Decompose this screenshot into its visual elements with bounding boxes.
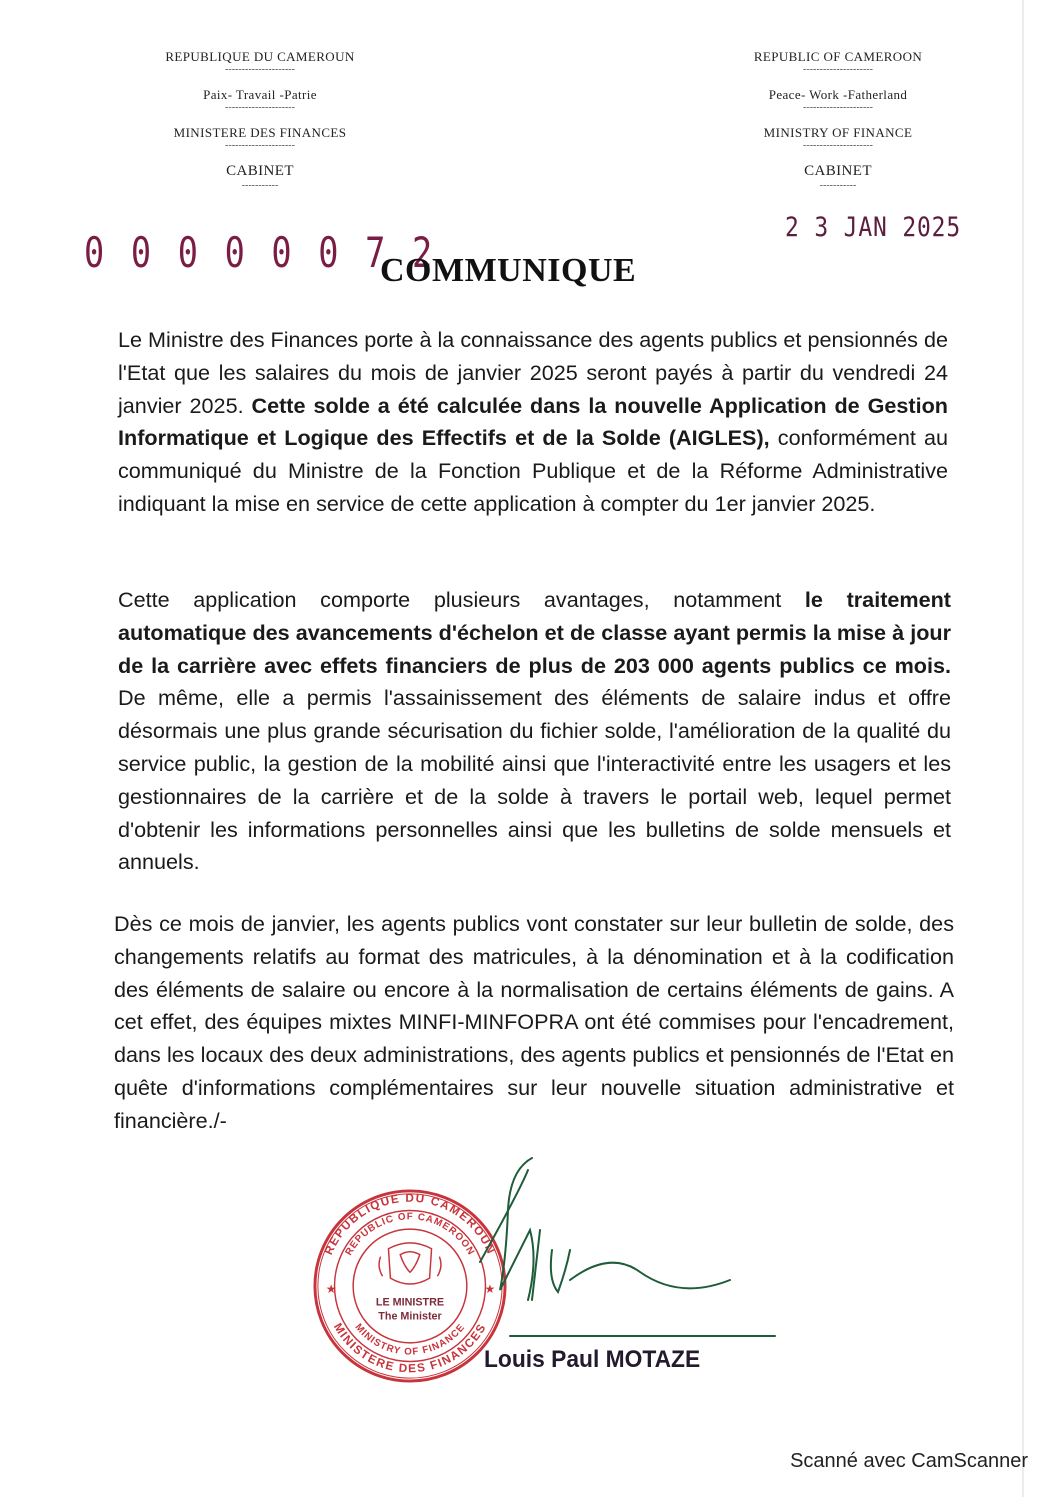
seal-inner-top-text: REPUBLIC OF CAMEROON [343, 1211, 477, 1258]
seal-star-icon: ★ [484, 1282, 496, 1296]
header-separator: --------------------- [803, 140, 873, 151]
handwritten-signature [470, 1150, 790, 1350]
header-separator: --------------------- [225, 102, 295, 113]
header-left-motto: Paix- Travail -Patrie [203, 87, 317, 102]
signatory-name: Louis Paul MOTAZE [484, 1346, 701, 1373]
header-separator: --------------------- [803, 102, 873, 113]
paragraph-2-text-end: De même, elle a permis l'assainissement des éléments de salaire indus et offre désormais une plus grande sécurisation du fichier solde, l'amélioration de la qualité du service public, la gestion de la mobilité ainsi que l'interactivité entre les usagers et les gestionnaires de la carrière et de la solde à travers le portail web, lequel permet d'obtenir les informations personnelles ainsi que les bulletins de solde mensuels et annuels. [118, 685, 951, 875]
header-separator: --------------------- [225, 140, 295, 151]
header-separator: ----------- [819, 180, 857, 191]
document-title: COMMUNIQUE [380, 252, 637, 289]
paragraph-1 [118, 324, 948, 521]
stamped-date: 2 3 JAN 2025 [785, 212, 962, 243]
reference-number: 0 0 0 0 0 0 7 2 [84, 228, 436, 277]
paragraph-1-text-end: conformément au communiqué du Ministre de la Fonction Publique et de la Réforme Administrative indiquant la mise en service de cette application à compter du 1er janvier 2025. [118, 425, 948, 516]
paragraph-1-bold: Cette solde a été calculée dans la nouvelle Application de Gestion Informatique et Logique des Effectifs et de la Solde (AIGLES), [118, 392, 948, 451]
coat-of-arms-icon [379, 1243, 441, 1284]
header-separator: ----------- [241, 180, 279, 191]
header-separator: --------------------- [225, 64, 295, 75]
paragraph-2-text: Cette application comporte plusieurs avantages, notamment [118, 587, 805, 612]
paragraph-1-text: Le Ministre des Finances porte à la connaissance des agents publics et pensionnés de l'Etat que les salaires du mois de janvier 2025 seront payés à partir du vendredi 24 janvier 2025. [118, 327, 948, 418]
header-separator: --------------------- [803, 64, 873, 75]
paragraph-2 [118, 584, 951, 879]
header-right-motto: Peace- Work -Fatherland [768, 87, 908, 102]
seal-star-icon: ★ [325, 1282, 337, 1296]
seal-center-fr: LE MINISTRE [375, 1296, 445, 1309]
scan-edge [1022, 0, 1024, 1497]
seal-inner-bottom-text: MINISTRY OF FINANCE [352, 1321, 468, 1358]
paragraph-2-bold: le traitement automatique des avancements d'échelon et de classe ayant permis la mise à jour de la carrière avec effets financiers de plus de 203 000 agents publics ce mois. [118, 587, 951, 678]
header-left-country: REPUBLIQUE DU CAMEROUN [165, 49, 355, 64]
seal-outer-bottom-text: MINISTERE DES FINANCES [330, 1320, 490, 1376]
paragraph-3: Dès ce mois de janvier, les agents publics vont constater sur leur bulletin de solde, des changements relatifs au format des matricules, à la dénomination et à la codification des éléments de salaire ou encore à la normalisation de certains éléments de gains. A cet effet, des équipes mixtes MINFI-MINFOPRA ont été commises pour l'encadrement, dans les locaux des deux administrations, des agents publics et pensionnés de l'Etat en quête d'informations complémentaires sur leur nouvelle situation administrative et financière./- [114, 911, 954, 1133]
header-left [130, 50, 390, 204]
seal-center-en: The Minister [378, 1310, 442, 1323]
scanner-watermark: Scanné avec CamScanner [790, 1450, 1028, 1472]
header-right-ministry: MINISTRY OF FINANCE [763, 125, 913, 140]
header-left-office: CABINET [226, 163, 294, 179]
header-right [708, 50, 968, 204]
seal-outer-top-text: REPUBLIQUE DU CAMEROUN [322, 1191, 498, 1257]
header-right-country: REPUBLIC OF CAMEROON [753, 49, 923, 64]
header-left-ministry: MINISTERE DES FINANCES [173, 125, 347, 140]
header-right-office: CABINET [804, 163, 872, 179]
